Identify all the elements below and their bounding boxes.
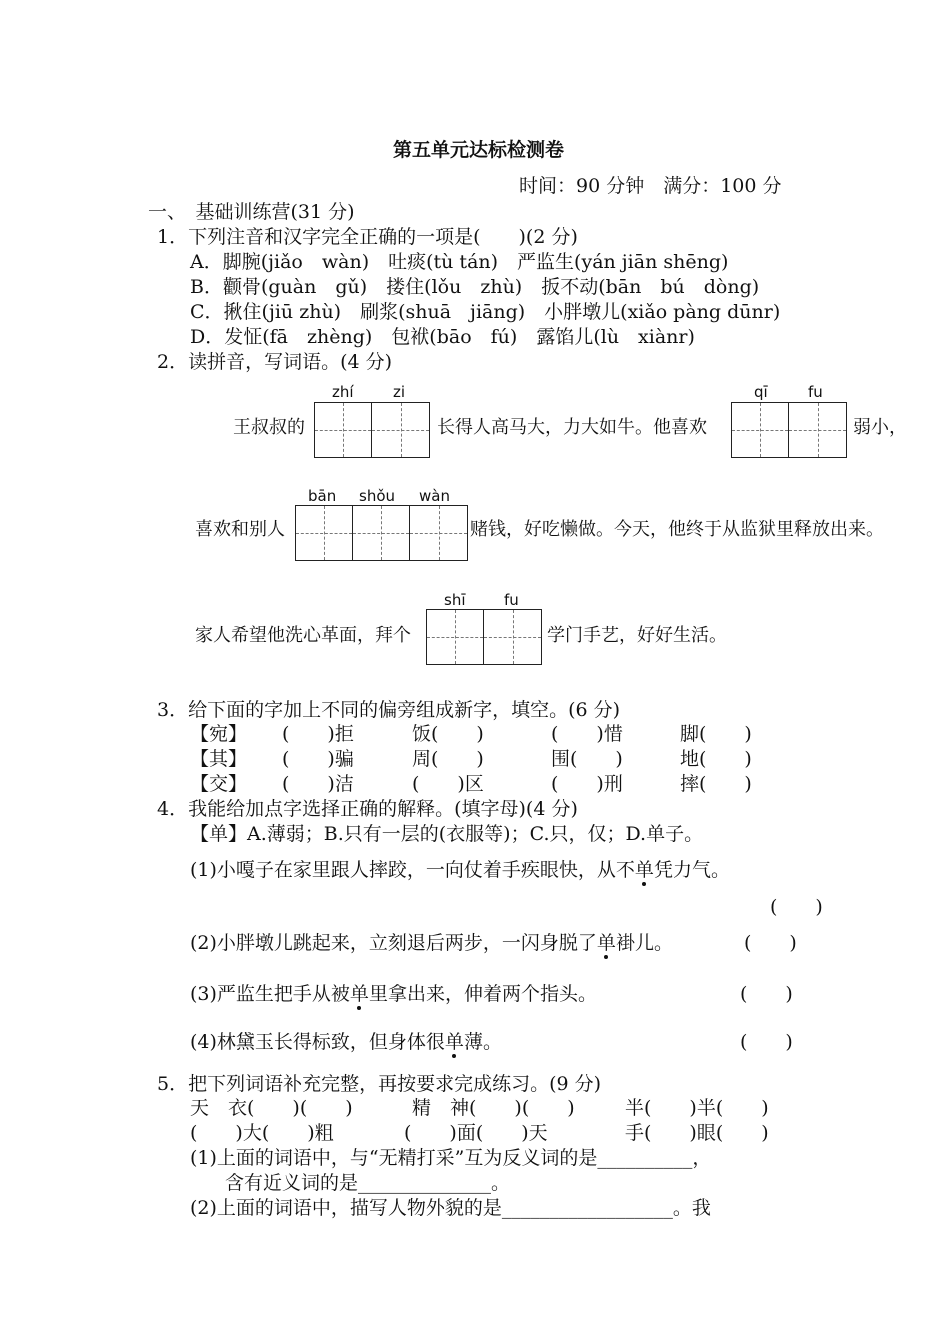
writing-grid[interactable] — [731, 402, 847, 458]
q2-row2-before: 喜欢和别人 — [195, 519, 285, 540]
q3-blank[interactable]: ( )区 — [412, 773, 484, 795]
dotted-char: 单 — [596, 932, 616, 954]
q4-item-4 — [190, 1030, 502, 1054]
dotted-char: 单 — [444, 1031, 464, 1053]
dotted-char: 单 — [634, 859, 654, 881]
q4-item-text: 凭力气。 — [653, 859, 730, 881]
question-4-stem: 4．我能给加点字选择正确的解释。(填字母)(4 分) — [157, 798, 578, 820]
q1-option-b[interactable]: B．颧骨(guàn gǔ) 搂住(lǒu zhù) 扳不动(bān bú dòng) — [190, 276, 760, 298]
q2-row1-middle: 长得人高马大，力大如牛。他喜欢 — [437, 417, 707, 438]
pinyin: zi — [393, 383, 406, 401]
q3-blank[interactable]: ( )惜 — [551, 723, 623, 745]
writing-grid[interactable] — [314, 402, 430, 458]
q3-blank[interactable]: ( )洁 — [282, 773, 354, 795]
answer-blank[interactable]: ( ) — [770, 896, 823, 918]
writing-grid[interactable] — [295, 505, 468, 561]
q5-sub-2[interactable]: (2)上面的词语中，描写人物外貌的是__________________。我 — [190, 1197, 711, 1219]
pinyin: shī — [444, 591, 466, 609]
q3-blank[interactable]: 摔( ) — [680, 773, 752, 795]
pinyin: wàn — [419, 487, 450, 505]
q5-word[interactable]: 手( )眼( ) — [625, 1122, 769, 1144]
q4-definitions: 【单】A.薄弱；B.只有一层的(衣服等)；C.只，仅；D.单子。 — [190, 823, 704, 845]
q2-row2-after: 赌钱，好吃懒做。今天，他终于从监狱里释放出来。 — [470, 519, 884, 540]
writing-grid[interactable] — [426, 609, 542, 665]
q4-item-text: (1)小嘎子在家里跟人摔跤，一向仗着手疾眼快，从不 — [190, 859, 635, 881]
page-title: 第五单元达标检测卷 — [393, 139, 565, 161]
question-5-stem: 5．把下列词语补充完整，再按要求完成练习。(9 分) — [157, 1073, 602, 1095]
answer-blank[interactable]: ( ) — [740, 983, 793, 1005]
q3-blank[interactable]: ( )刑 — [551, 773, 623, 795]
pinyin: zhí — [332, 383, 354, 401]
q3-key: 【宛】 — [190, 723, 248, 745]
q3-blank[interactable]: 地( ) — [680, 748, 752, 770]
pinyin: fu — [808, 383, 823, 401]
pinyin: qī — [754, 383, 768, 401]
q3-blank[interactable]: 周( ) — [412, 748, 484, 770]
q3-key: 【交】 — [190, 773, 248, 795]
answer-blank[interactable]: ( ) — [740, 1031, 793, 1053]
q4-item-3 — [190, 982, 597, 1006]
q1-option-d[interactable]: D．发怔(fā zhèng) 包袱(bāo fú) 露馅儿(lù xiànr) — [190, 326, 695, 348]
q3-blank[interactable]: 饭( ) — [412, 723, 484, 745]
q1-option-a[interactable]: A．脚腕(jiǎo wàn) 吐痰(tù tán) 严监生(yán jiān shēng) — [190, 251, 729, 273]
q4-item-2 — [190, 931, 673, 955]
q5-word[interactable]: 精 神( )( ) — [412, 1097, 575, 1119]
dotted-char: 单 — [349, 983, 369, 1005]
q4-item-text: 里拿出来，伸着两个指头。 — [368, 983, 597, 1005]
q5-word[interactable]: ( )大( )粗 — [190, 1122, 334, 1144]
pinyin: bān — [308, 487, 337, 505]
q4-item-text: (3)严监生把手从被 — [190, 983, 350, 1005]
q4-item-text: 薄。 — [463, 1031, 502, 1053]
question-1-stem: 1．下列注音和汉字完全正确的一项是( )(2 分) — [157, 226, 578, 248]
q5-word[interactable]: 半( )半( ) — [625, 1097, 769, 1119]
q3-blank[interactable]: ( )拒 — [282, 723, 354, 745]
q4-item-1 — [190, 858, 730, 882]
q3-blank[interactable]: 围( ) — [551, 748, 623, 770]
answer-blank[interactable]: ( ) — [744, 932, 797, 954]
pinyin: shǒu — [359, 487, 396, 505]
q2-row1-before: 王叔叔的 — [233, 417, 305, 438]
q4-item-text: 褂儿。 — [615, 932, 673, 954]
q4-item-text: (4)林黛玉长得标致，但身体很 — [190, 1031, 445, 1053]
q3-blank[interactable]: ( )骗 — [282, 748, 354, 770]
q1-option-c[interactable]: C．揪住(jiū zhù) 刷浆(shuā jiāng) 小胖墩儿(xiǎo pàng dūnr) — [190, 301, 781, 323]
q2-row3-after: 学门手艺，好好生活。 — [547, 625, 727, 646]
q5-word[interactable]: ( )面( )天 — [404, 1122, 548, 1144]
exam-meta: 时间：90 分钟 满分：100 分 — [519, 175, 782, 197]
q5-sub-1b[interactable]: 含有近义词的是______________。 — [225, 1172, 511, 1194]
question-3-stem: 3．给下面的字加上不同的偏旁组成新字，填空。(6 分) — [157, 699, 621, 721]
q3-blank[interactable]: 脚( ) — [680, 723, 752, 745]
q5-sub-1a[interactable]: (1)上面的词语中，与“无精打采”互为反义词的是__________， — [190, 1147, 712, 1169]
q3-key: 【其】 — [190, 748, 248, 770]
question-2-stem: 2．读拼音，写词语。(4 分) — [157, 351, 393, 373]
q5-word[interactable]: 天 衣( )( ) — [190, 1097, 353, 1119]
q4-item-text: (2)小胖墩儿跳起来，立刻退后两步，一闪身脱了 — [190, 932, 597, 954]
q2-row3-before: 家人希望他洗心革面，拜个 — [195, 625, 411, 646]
q2-row1-after: 弱小， — [853, 417, 907, 438]
section-heading: 一、 基础训练营(31 分) — [148, 201, 355, 223]
pinyin: fu — [504, 591, 519, 609]
